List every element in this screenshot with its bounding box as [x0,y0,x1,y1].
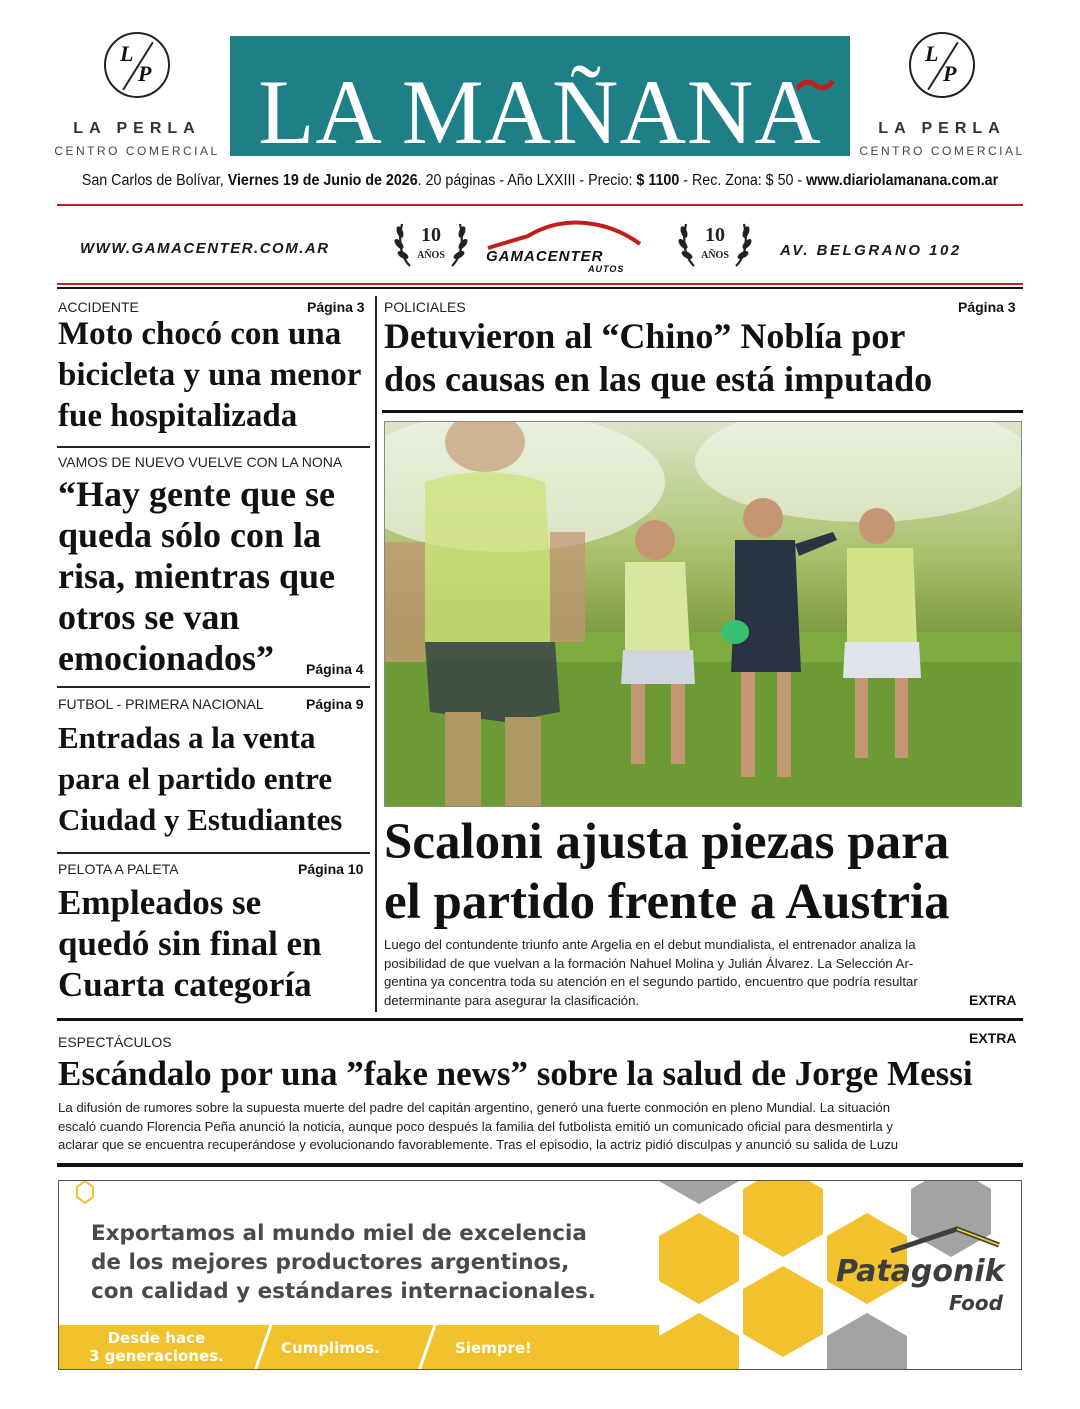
masthead-banner [230,36,850,163]
headline-line: Cuarta categoría [58,965,312,1004]
dateline-date: Viernes 19 de Junio de 2026 [227,172,418,189]
section-label: ESPECTÁCULOS [58,1034,172,1050]
section-label: POLICIALES [384,299,466,315]
la-perla-logo-right [857,32,1027,158]
slogan-line: Desde hace [107,1329,206,1347]
red-divider [57,204,1023,206]
la-perla-emblem [104,32,170,98]
la-perla-subtitle: CENTRO COMERCIAL [54,144,220,158]
body-line: escaló cuando Florencia Peña anunció la noticia, aunque poco después la familia del futbolista emitió un comunicado oficial para desmentirla y [58,1118,893,1134]
laurel-number: 10 [705,224,725,246]
black-divider [382,410,1023,413]
emblem-letter-l: L [925,41,939,66]
page-ref[interactable]: Página 4 [306,661,364,677]
emblem-letter-p: P [943,61,957,86]
story-divider [57,852,370,854]
la-perla-logo-left [52,32,222,158]
headline-line: Detuvieron al “Chino” Noblía por [384,316,906,356]
story-divider [57,446,370,448]
section-label: ACCIDENTE [58,299,139,315]
la-perla-emblem [909,32,975,98]
section-label: VAMOS DE NUEVO VUELVE CON LA NONA [58,454,343,470]
headline-line: Moto chocó con una [58,316,342,352]
dateline [43,172,1037,190]
ad-line: Exportamos al mundo miel de excelencia [91,1221,587,1246]
headline-messi[interactable]: Escándalo por una ”fake news” sobre la salud de Jorge Messi [58,1054,973,1093]
headline-line: Empleados se [58,883,262,922]
emblem-letter-p: P [138,61,152,86]
laurel-number: 10 [421,224,441,246]
black-divider [57,1018,1023,1021]
page-ref[interactable]: Página 3 [958,299,1016,315]
body-line: aclarar que se encuentra recuperándose y evolucionando favorablemente. Tras el episodio, la actriz pidió disculpas y anunció su salida de Luzu [58,1137,899,1152]
headline-line: Entradas a la venta [58,720,316,755]
column-divider [375,296,377,1012]
roof-logo-icon [887,1223,1003,1253]
section-label: FUTBOL - PRIMERA NACIONAL [58,696,264,712]
headline-line: Ciudad y Estudiantes [58,802,343,837]
headline-line: para el partido entre [58,761,333,796]
red-divider [57,283,1023,285]
headline-line: fue hospitalizada [58,398,298,434]
body-line: gentina ya concentra toda su atención en el segundo partido, encuentro que podría resultar [384,974,918,989]
laurel-label: AÑOS [701,250,729,261]
headline-line: bicicleta y una menor [58,357,362,393]
headline-accidente[interactable] [58,314,373,437]
body-line: La difusión de rumores sobre la supuesta muerte del padre del capitán argentino, generó una fuerte conmoción en pleno Mundial. La situación [58,1100,891,1115]
dateline-pages: . 20 páginas - Año LXXIII - Precio: [417,172,637,189]
laurel-badge-left [392,212,470,272]
sponsor-address: AV. BELGRANO 102 [780,242,962,259]
black-divider [57,1163,1023,1167]
headline-paleta[interactable] [58,882,373,1005]
gamacenter-logo [478,214,648,276]
headline-line: quedó sin final en [58,924,322,963]
dateline-price: $ 1100 [636,172,680,189]
emblem-letter-l: L [120,41,134,66]
headline-line: “Hay gente que se [58,474,335,514]
newspaper-title: LA MAÑANA [258,61,822,163]
ad-slogan-strip [59,1325,659,1370]
ad-line: con calidad y estándares internacionales. [91,1279,596,1304]
story-body-scaloni [384,936,1022,1010]
headline-line: Scaloni ajusta piezas para [384,814,950,870]
patagonik-brand-sub: Food [949,1291,1003,1315]
ad-line: de los mejores productores argentinos, [91,1250,570,1275]
extra-tag: EXTRA [969,992,1017,1008]
la-perla-subtitle: CENTRO COMERCIAL [859,144,1025,158]
sponsor-url[interactable]: WWW.GAMACENTER.COM.AR [80,240,330,257]
headline-line: el partido frente a Austria [384,874,950,930]
slogan-generations [89,1329,224,1365]
dateline-zone: - Rec. Zona: $ 50 - [679,172,807,189]
story-divider [57,686,370,688]
slogan-cumplimos: Cumplimos. [281,1339,380,1357]
ad-copy [91,1219,596,1306]
headline-nona[interactable] [58,474,373,679]
dateline-place: San Carlos de Bolívar, [81,172,228,189]
dateline-website[interactable]: www.diariolamanana.com.ar [806,172,999,189]
extra-tag: EXTRA [969,1030,1017,1046]
headline-line: otros se van [58,597,240,637]
headline-futbol[interactable] [58,717,373,840]
slogan-line: 3 generaciones. [89,1347,224,1365]
laurel-label: AÑOS [417,250,445,261]
headline-scaloni[interactable] [384,812,1024,932]
gamacenter-brand-sub: AUTOS [588,264,625,274]
headline-policiales[interactable] [384,315,1024,401]
section-label: PELOTA A PALETA [58,861,179,877]
laurel-badge-right [676,212,754,272]
patagonik-brand: Patagonik [836,1254,1005,1289]
photo-illustration [385,422,1022,807]
page-ref[interactable]: Página 9 [306,696,364,712]
page-ref[interactable]: Página 10 [298,861,364,877]
headline-line: queda sólo con la [58,515,322,555]
body-line: determinante para asegurar la clasificación. [384,992,640,1008]
football-training-photo[interactable] [384,421,1022,807]
gamacenter-brand: GAMACENTER [486,248,604,265]
body-line: Luego del contundente triunfo ante Argelia en el debut mundialista, el entrenador analiza la [384,937,916,952]
story-body-messi [58,1099,1022,1155]
headline-line: emocionados” [58,638,274,678]
body-line: posibilidad de que vuelvan a la formación Nahuel Molina y Julián Álvarez. La Selección Ar- [384,955,914,971]
headline-line: dos causas en las que está imputado [384,359,933,399]
patagonik-ad[interactable] [58,1180,1022,1370]
la-perla-name: LA PERLA [73,120,201,137]
black-divider [57,287,1023,289]
la-perla-name: LA PERLA [878,120,1006,137]
page-ref[interactable]: Página 3 [307,299,365,315]
headline-line: risa, mientras que [58,556,335,596]
slogan-siempre: Siempre! [455,1339,532,1357]
